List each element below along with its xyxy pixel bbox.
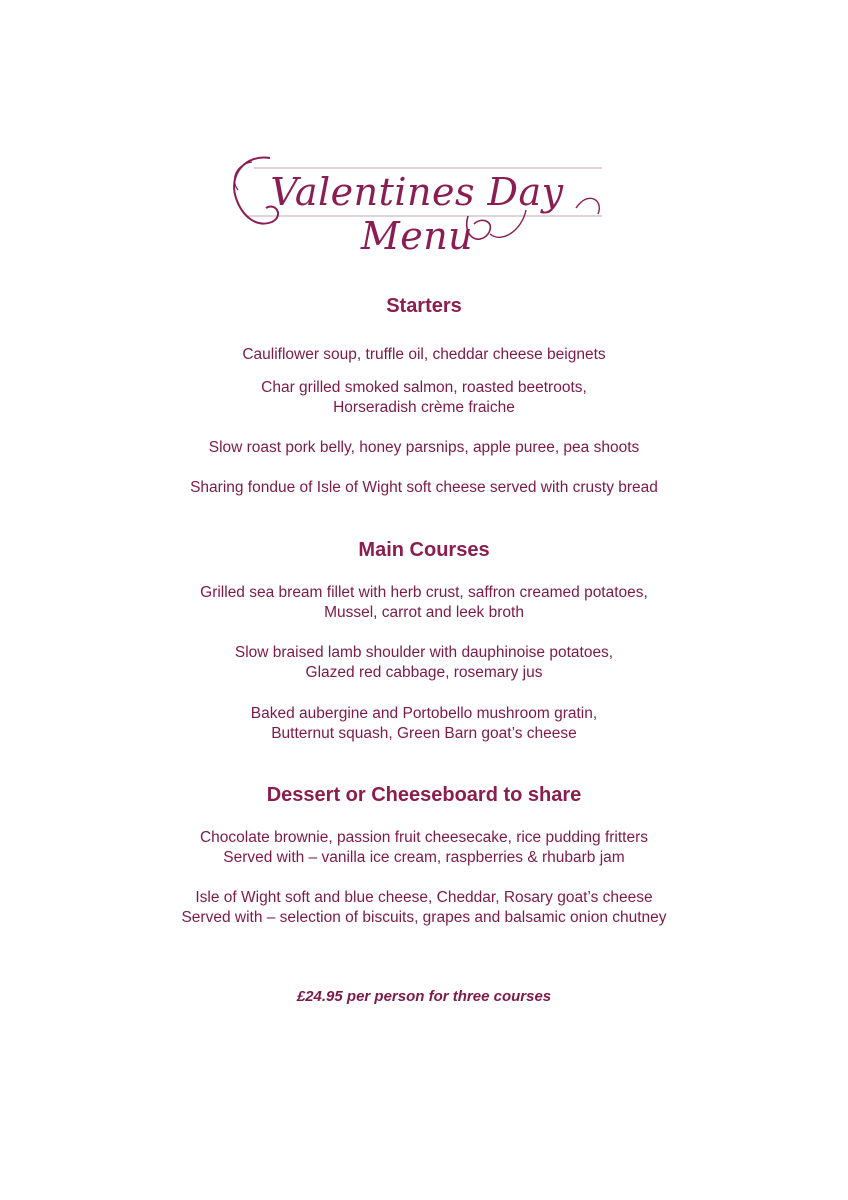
starter-item: Slow roast pork belly, honey parsnips, apple puree, pea shoots [208,439,640,456]
cheeseboard-item-continuation: Served with – selection of biscuits, grapes and balsamic onion chutney [181,909,667,926]
desserts-heading: Dessert or Cheeseboard to share [266,784,582,806]
cheeseboard-item: Isle of Wight soft and blue cheese, Cheddar, Rosary goat’s cheese [195,889,653,906]
menu-title: Valentines Day Menu [270,170,564,258]
starter-item: Cauliflower soup, truffle oil, cheddar cheese beignets [242,346,606,363]
main-item-continuation: Butternut squash, Green Barn goat’s cheese [271,725,577,742]
starter-item: Char grilled smoked salmon, roasted beetroots, [261,379,587,396]
starter-item: Sharing fondue of Isle of Wight soft cheese served with crusty bread [190,479,658,496]
starter-item-continuation: Horseradish crème fraiche [333,399,515,416]
dessert-item-continuation: Served with – vanilla ice cream, raspberries & rhubarb jam [223,849,625,866]
main-item-continuation: Mussel, carrot and leek broth [324,604,524,621]
price-note: £24.95 per person for three courses [296,988,552,1005]
main-item-continuation: Glazed red cabbage, rosemary jus [305,664,543,681]
starters-heading: Starters [386,295,462,317]
main-item: Slow braised lamb shoulder with dauphinoise potatoes, [234,644,614,661]
main-item: Grilled sea bream fillet with herb crust, saffron creamed potatoes, [200,584,648,601]
dessert-item: Chocolate brownie, passion fruit cheesecake, rice pudding fritters [199,829,649,846]
mains-heading: Main Courses [358,539,490,561]
main-item: Baked aubergine and Portobello mushroom gratin, [250,705,598,722]
